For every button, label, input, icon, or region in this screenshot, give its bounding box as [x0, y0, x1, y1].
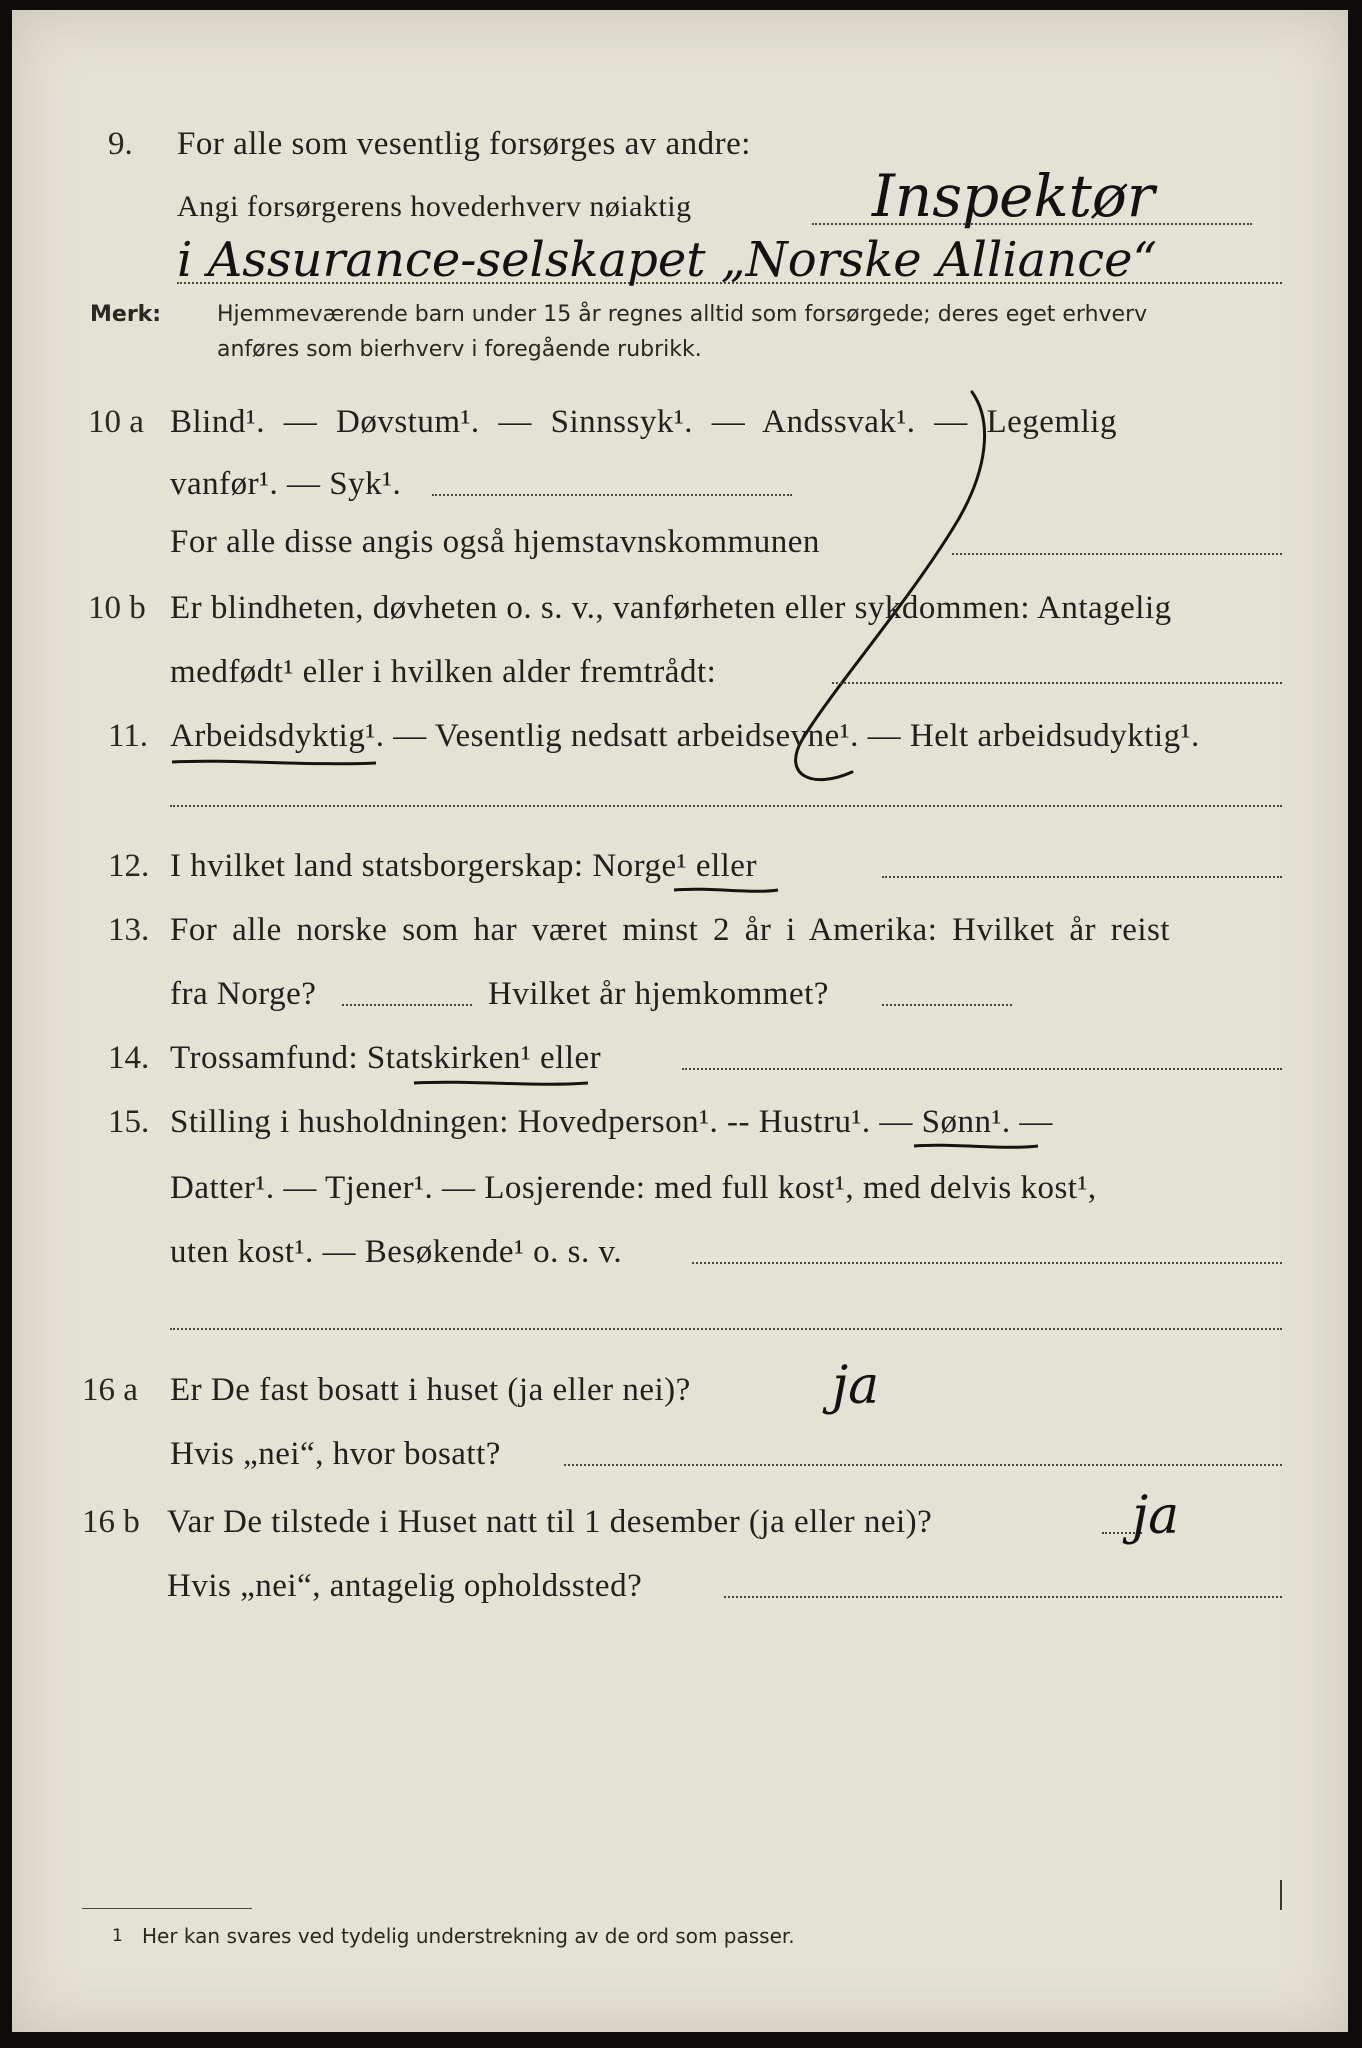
- q16a-line1: Er De fast bosatt i huset (ja eller nei)?: [170, 1372, 691, 1408]
- q16b-line2-dots: [724, 1596, 1282, 1598]
- q9-number: 9.: [108, 126, 133, 162]
- q14-number: 14.: [108, 1040, 150, 1076]
- margin-mark: [1280, 1880, 1282, 1910]
- footnote-marker: 1: [112, 1926, 123, 1946]
- q16b-answer: ja: [1132, 1486, 1180, 1546]
- census-form-page: [12, 10, 1348, 2032]
- q10b-line2-dots: [832, 682, 1282, 684]
- q13-hjemkommet-dots: [882, 1004, 1012, 1006]
- q11-line1: Arbeidsdyktig¹. — Vesentlig nedsatt arbeidsevne¹. — Helt arbeidsudyktig¹.: [170, 718, 1200, 754]
- q14-statskirken-underline: [412, 1077, 592, 1091]
- q12-norge-underline: [672, 884, 782, 898]
- q15-answer-line: [170, 1328, 1282, 1330]
- q10b-line1: Er blindheten, døvheten o. s. v., vanførheten eller sykdommen: Antagelig: [170, 590, 1172, 626]
- q10a-number: 10 a: [88, 404, 144, 440]
- q10b-line2: medfødt¹ eller i hvilken alder fremtrådt:: [170, 654, 717, 690]
- q12-line1: I hvilket land statsborgerskap: Norge¹ eller: [170, 848, 757, 884]
- q10a-line2: vanfør¹. — Syk¹.: [170, 466, 402, 502]
- q10a-line3: For alle disse angis også hjemstavnskommunen: [170, 524, 820, 560]
- merk-label: Merk:: [90, 302, 162, 327]
- q13-line2b: Hvilket år hjemkommet?: [488, 976, 829, 1012]
- q15-hustru-underline: [912, 1140, 1042, 1154]
- q9-line1: For alle som vesentlig forsørges av andre:: [177, 126, 751, 162]
- q15-number: 15.: [108, 1104, 150, 1140]
- q15-line1: Stilling i husholdningen: Hovedperson¹. -- Hustru¹. — Sønn¹. —: [170, 1104, 1053, 1140]
- q12-number: 12.: [108, 848, 150, 884]
- q13-line2a: fra Norge?: [170, 976, 317, 1012]
- q15-line3: uten kost¹. — Besøkende¹ o. s. v.: [170, 1234, 623, 1270]
- q9-label: Angi forsørgerens hovederhverv nøiaktig: [177, 190, 692, 223]
- q13-number: 13.: [108, 912, 150, 948]
- q16a-answer: ja: [832, 1356, 880, 1416]
- merk-line1: Hjemmeværende barn under 15 år regnes alltid som forsørgede; deres eget erhverv: [217, 302, 1148, 327]
- q10b-number: 10 b: [88, 590, 146, 626]
- q16b-number: 16 b: [82, 1504, 140, 1540]
- q14-line1: Trossamfund: Statskirken¹ eller: [170, 1040, 602, 1076]
- q11-arbeidsdyktig-underline: [170, 756, 380, 770]
- q16a-line2: Hvis „nei“, hvor bosatt?: [170, 1436, 501, 1472]
- q16a-number: 16 a: [82, 1372, 138, 1408]
- q13-reist-dots: [342, 1004, 472, 1006]
- q15-line3-dots: [692, 1262, 1282, 1264]
- footnote-text: Her kan svares ved tydelig understrekning av de ord som passer.: [142, 1924, 795, 1948]
- q13-line1: For alle norske som har været minst 2 år i Amerika: Hvilket år reist: [170, 912, 1171, 948]
- q9-handwriting-occupation: Inspektør: [872, 162, 1155, 230]
- q16a-line2-dots: [564, 1464, 1282, 1466]
- q9-handwriting-employer: i Assurance-selskapet „Norske Alliance“: [177, 232, 1158, 288]
- q14-answer-dots: [682, 1068, 1282, 1070]
- q12-answer-dots: [882, 876, 1282, 878]
- q16b-line1: Var De tilstede i Huset natt til 1 desember (ja eller nei)?: [167, 1504, 933, 1540]
- q16b-line2: Hvis „nei“, antagelig opholdssted?: [167, 1568, 643, 1604]
- q10a-line1: Blind¹. — Døvstum¹. — Sinnssyk¹. — Andssvak¹. — Legemlig: [170, 404, 1117, 440]
- merk-line2: anføres som bierhverv i foregående rubrikk.: [217, 337, 702, 362]
- q11-answer-line: [170, 805, 1282, 807]
- q15-line2: Datter¹. — Tjener¹. — Losjerende: med full kost¹, med delvis kost¹,: [170, 1170, 1097, 1206]
- footnote-rule: [82, 1908, 252, 1909]
- q11-number: 11.: [108, 718, 149, 754]
